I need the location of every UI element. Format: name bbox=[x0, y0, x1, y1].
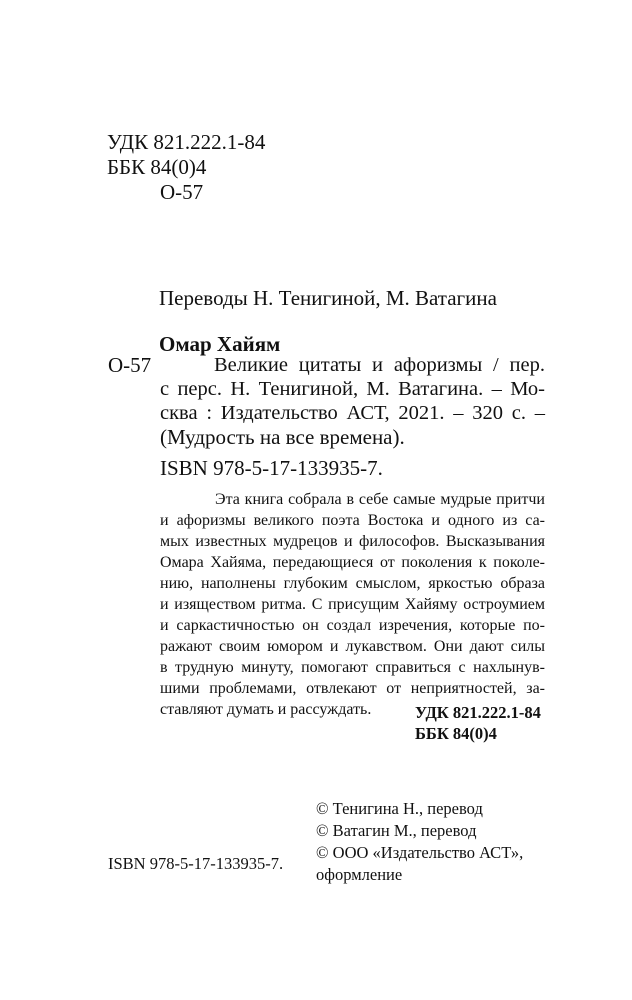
record-line-4: (Мудрость на все времена). bbox=[160, 425, 405, 449]
annotation-line-7: и саркастичностью он создал изречения, которые по- bbox=[160, 617, 545, 634]
annotation-line-9: в трудную минуту, помогают справиться с нахлынув- bbox=[160, 659, 545, 676]
annotation-line-3: мых известных мудрецов и философов. Высказывания bbox=[160, 533, 545, 550]
annotation-line-11: ставляют думать и рассуждать. bbox=[160, 701, 372, 718]
bbk-code: ББК 84(0)4 bbox=[107, 155, 207, 179]
annotation-line-8: ражают своим юмором и лукавством. Они дают силы bbox=[160, 638, 545, 655]
udk-code: УДК 821.222.1-84 bbox=[107, 130, 266, 154]
record-line-2: с перс. Н. Тенигиной, М. Ватагина. – Мо- bbox=[160, 378, 545, 400]
annotation-line-5: нию, наполнены глубоким смыслом, яркостью образа bbox=[160, 575, 545, 592]
translators-line: Переводы Н. Тенигиной, М. Ватагина bbox=[159, 286, 497, 310]
copyright-line-4: оформление bbox=[316, 865, 403, 884]
record-author: Омар Хайям bbox=[159, 332, 281, 356]
annotation-line-4: Омара Хайяма, передающиеся от поколения к поколе- bbox=[160, 554, 545, 571]
author-mark: О-57 bbox=[160, 180, 204, 204]
copyright-line-1: © Тенигина Н., перевод bbox=[316, 799, 483, 818]
annotation-bbk: ББК 84(0)4 bbox=[415, 724, 497, 743]
annotation-udk: УДК 821.222.1-84 bbox=[415, 703, 541, 722]
copyright-line-2: © Ватагин М., перевод bbox=[316, 821, 477, 840]
annotation-line-10: шими проблемами, отвлекают от неприятностей, за- bbox=[160, 680, 545, 697]
copyright-line-3: © ООО «Издательство АСТ», bbox=[316, 843, 524, 862]
annotation-line-1: Эта книга собрала в себе самые мудрые притчи bbox=[215, 491, 545, 508]
record-line-1: Великие цитаты и афоризмы / пер. bbox=[214, 354, 545, 376]
annotation-line-2: и афоризмы великого поэта Востока и одного из са- bbox=[160, 512, 545, 529]
annotation-line-6: и изяществом ритма. С присущим Хайяму остроумием bbox=[160, 596, 545, 613]
record-isbn: ISBN 978-5-17-133935-7. bbox=[160, 456, 383, 480]
record-line-3: сква : Издательство АСТ, 2021. – 320 с. – bbox=[160, 402, 545, 424]
record-mark: О-57 bbox=[108, 353, 152, 377]
footer-isbn: ISBN 978-5-17-133935-7. bbox=[108, 854, 284, 873]
